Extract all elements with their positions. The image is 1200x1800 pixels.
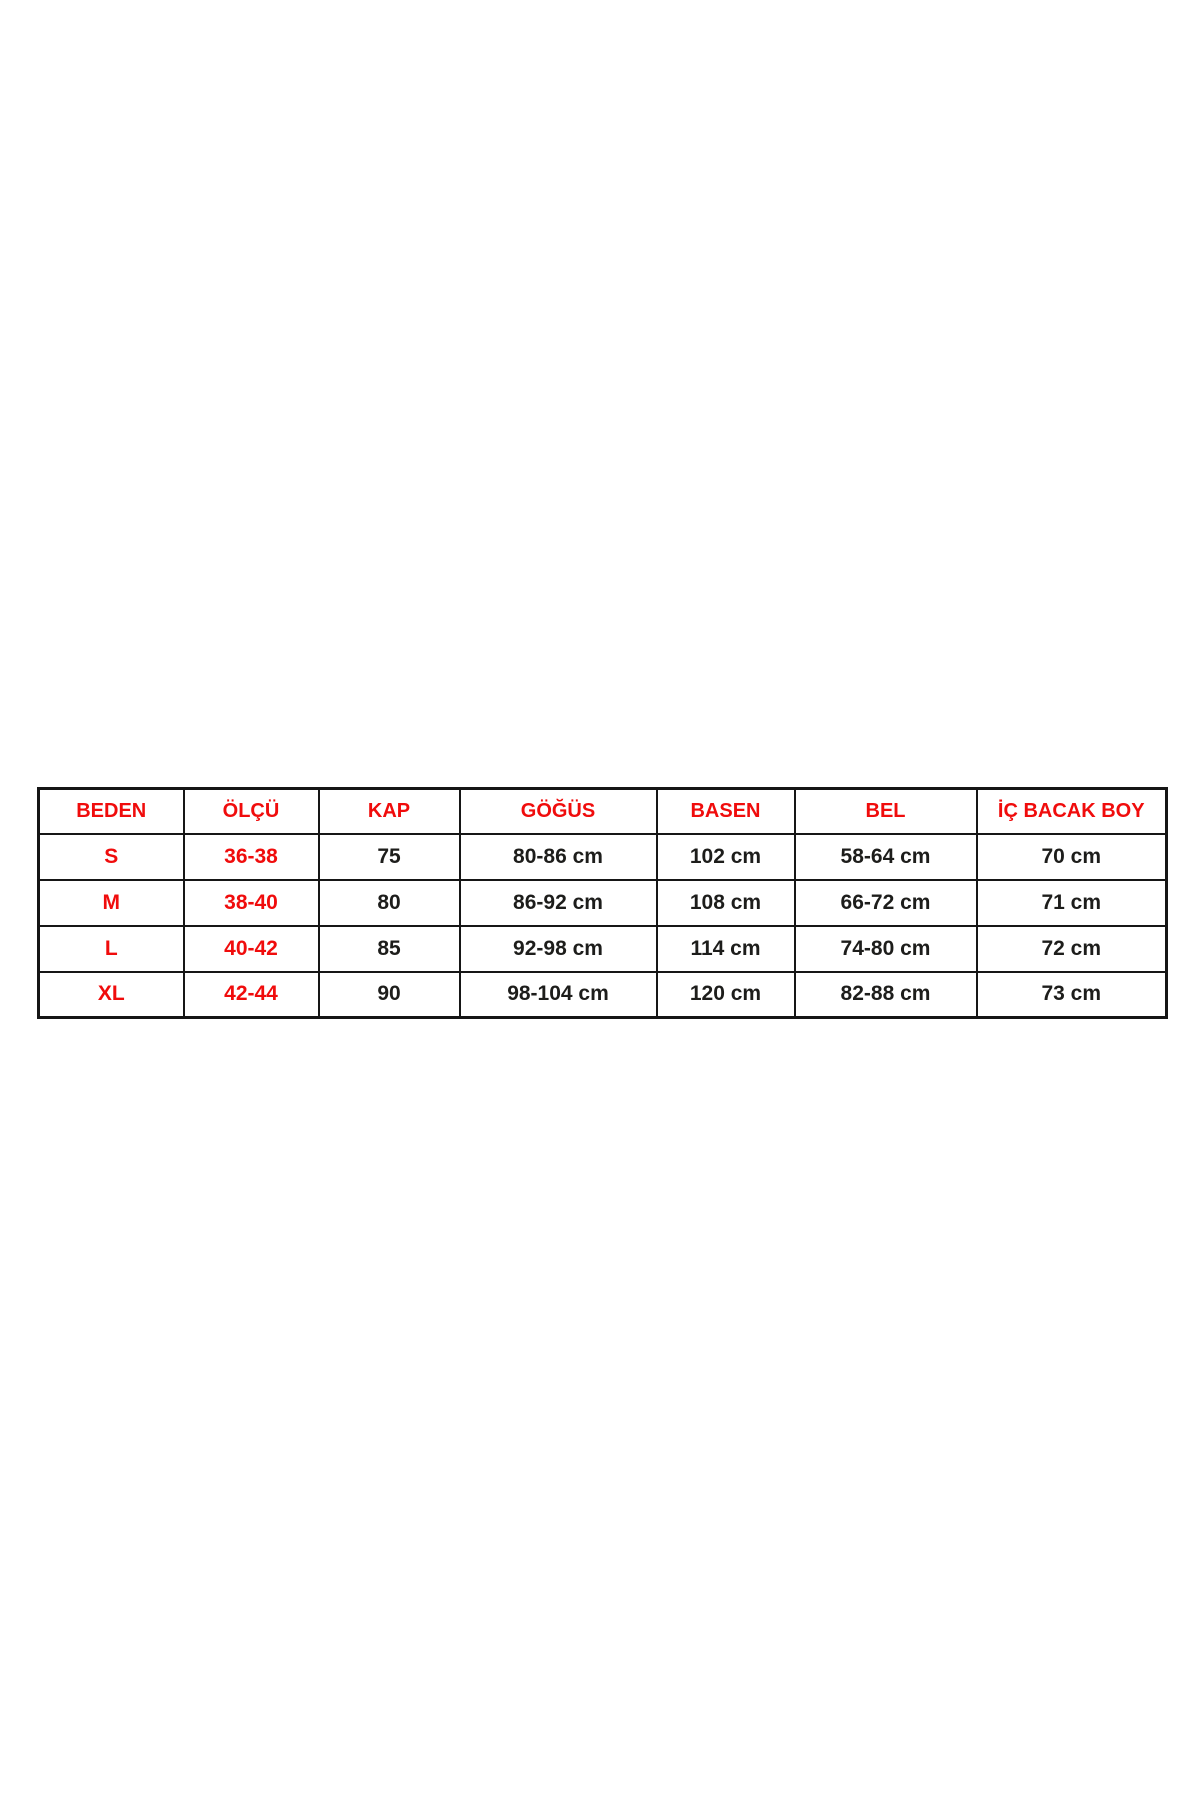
cell-ic-bacak-boy: 71 cm — [977, 880, 1167, 926]
header-cell-gogus: GÖĞÜS — [460, 789, 657, 834]
cell-olcu: 38-40 — [184, 880, 319, 926]
table-row-s — [39, 834, 1167, 880]
cell-ic-bacak-boy: 72 cm — [977, 926, 1167, 972]
cell-size: XL — [39, 972, 184, 1018]
cell-olcu: 42-44 — [184, 972, 319, 1018]
cell-basen: 114 cm — [657, 926, 795, 972]
cell-kap: 90 — [319, 972, 460, 1018]
table-row-m — [39, 880, 1167, 926]
cell-size: M — [39, 880, 184, 926]
cell-gogus: 92-98 cm — [460, 926, 657, 972]
cell-size: L — [39, 926, 184, 972]
table-row-l — [39, 926, 1167, 972]
header-cell-bel: BEL — [795, 789, 977, 834]
cell-kap: 85 — [319, 926, 460, 972]
cell-ic-bacak-boy: 73 cm — [977, 972, 1167, 1018]
header-cell-ic-bacak-boy: İÇ BACAK BOY — [977, 789, 1167, 834]
cell-olcu: 40-42 — [184, 926, 319, 972]
cell-bel: 58-64 cm — [795, 834, 977, 880]
header-cell-basen: BASEN — [657, 789, 795, 834]
cell-gogus: 98-104 cm — [460, 972, 657, 1018]
cell-size: S — [39, 834, 184, 880]
cell-ic-bacak-boy: 70 cm — [977, 834, 1167, 880]
cell-bel: 74-80 cm — [795, 926, 977, 972]
cell-gogus: 80-86 cm — [460, 834, 657, 880]
header-cell-olcu: ÖLÇÜ — [184, 789, 319, 834]
cell-kap: 75 — [319, 834, 460, 880]
size-chart-table — [37, 787, 1168, 1019]
cell-basen: 102 cm — [657, 834, 795, 880]
cell-bel: 66-72 cm — [795, 880, 977, 926]
header-cell-kap: KAP — [319, 789, 460, 834]
cell-bel: 82-88 cm — [795, 972, 977, 1018]
cell-basen: 120 cm — [657, 972, 795, 1018]
header-cell-beden: BEDEN — [39, 789, 184, 834]
cell-gogus: 86-92 cm — [460, 880, 657, 926]
cell-kap: 80 — [319, 880, 460, 926]
cell-basen: 108 cm — [657, 880, 795, 926]
table-row-xl — [39, 972, 1167, 1018]
header-row — [39, 789, 1167, 834]
cell-olcu: 36-38 — [184, 834, 319, 880]
